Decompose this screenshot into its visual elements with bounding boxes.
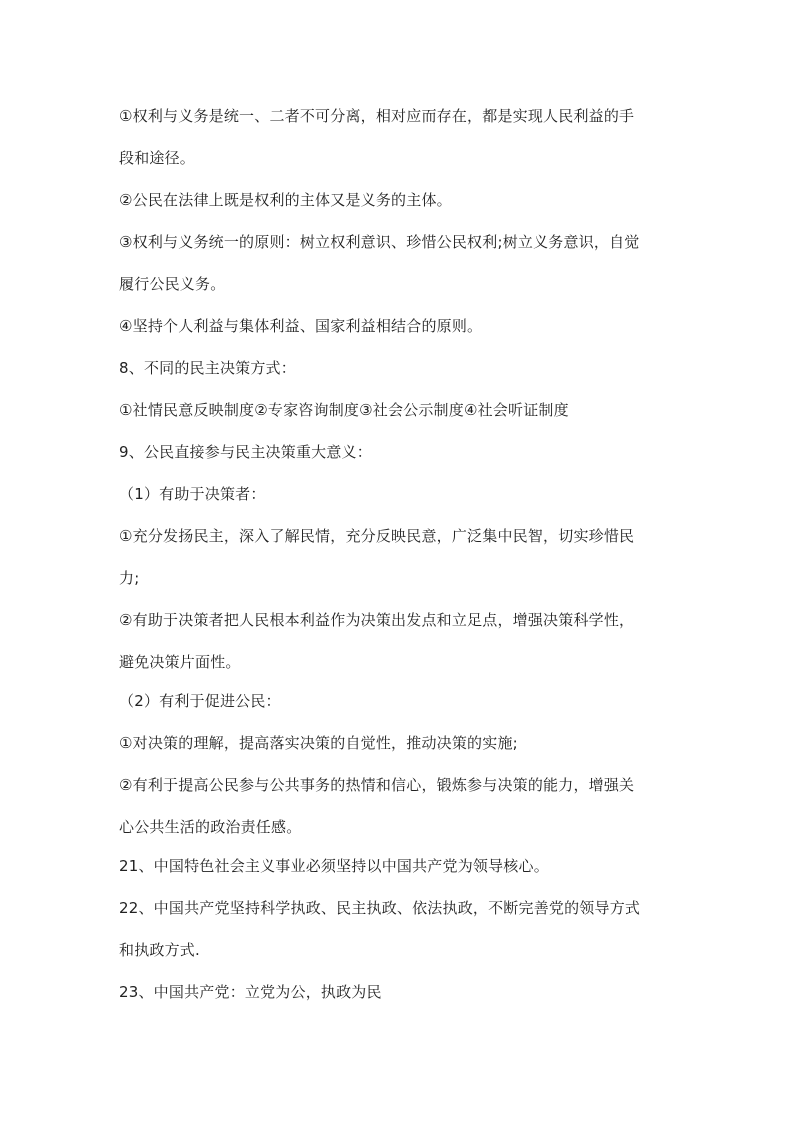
text-line: ③权利与义务统一的原则：树立权利意识、珍惜公民权利;树立义务意识，自觉 xyxy=(119,233,640,251)
text-line: 避免决策片面性。 xyxy=(119,653,241,671)
text-line: ②有利于提高公民参与公共事务的热情和信心，锻炼参与决策的能力，增强关 xyxy=(119,776,635,794)
text-line: ④坚持个人利益与集体利益、国家利益相结合的原则。 xyxy=(119,317,483,335)
text-line: 履行公民义务。 xyxy=(119,275,226,293)
text-line: ①对决策的理解，提高落实决策的自觉性，推动决策的实施; xyxy=(119,734,518,752)
text-line: 和执政方式. xyxy=(119,941,200,959)
text-line: 心公共生活的政治责任感。 xyxy=(119,818,302,836)
numbered-item: 22、中国共产党坚持科学执政、民主执政、依法执政，不断完善党的领导方式 xyxy=(119,899,641,917)
text-line: ②有助于决策者把人民根本利益作为决策出发点和立足点，增强决策科学性， xyxy=(119,611,635,629)
section-heading: 8、不同的民主决策方式： xyxy=(119,359,296,377)
numbered-item: 23、中国共产党：立党为公，执政为民 xyxy=(119,983,382,1001)
text-line: ①充分发扬民主，深入了解民情，充分反映民意，广泛集中民智，切实珍惜民 xyxy=(119,527,635,545)
text-line: 力; xyxy=(119,569,140,587)
subsection-heading: （1）有助于决策者： xyxy=(119,485,266,503)
subsection-heading: （2）有利于促进公民： xyxy=(119,692,281,710)
text-line: ②公民在法律上既是权利的主体又是义务的主体。 xyxy=(119,191,452,209)
section-heading: 9、公民直接参与民主决策重大意义： xyxy=(119,443,372,461)
text-line: ①权利与义务是统一、二者不可分离，相对应而存在，都是实现人民利益的手 xyxy=(119,107,635,125)
numbered-item: 21、中国特色社会主义事业必须坚持以中国共产党为领导核心。 xyxy=(119,857,549,875)
text-line: 段和途径。 xyxy=(119,149,196,167)
text-line: ①社情民意反映制度②专家咨询制度③社会公示制度④社会听证制度 xyxy=(119,401,569,419)
